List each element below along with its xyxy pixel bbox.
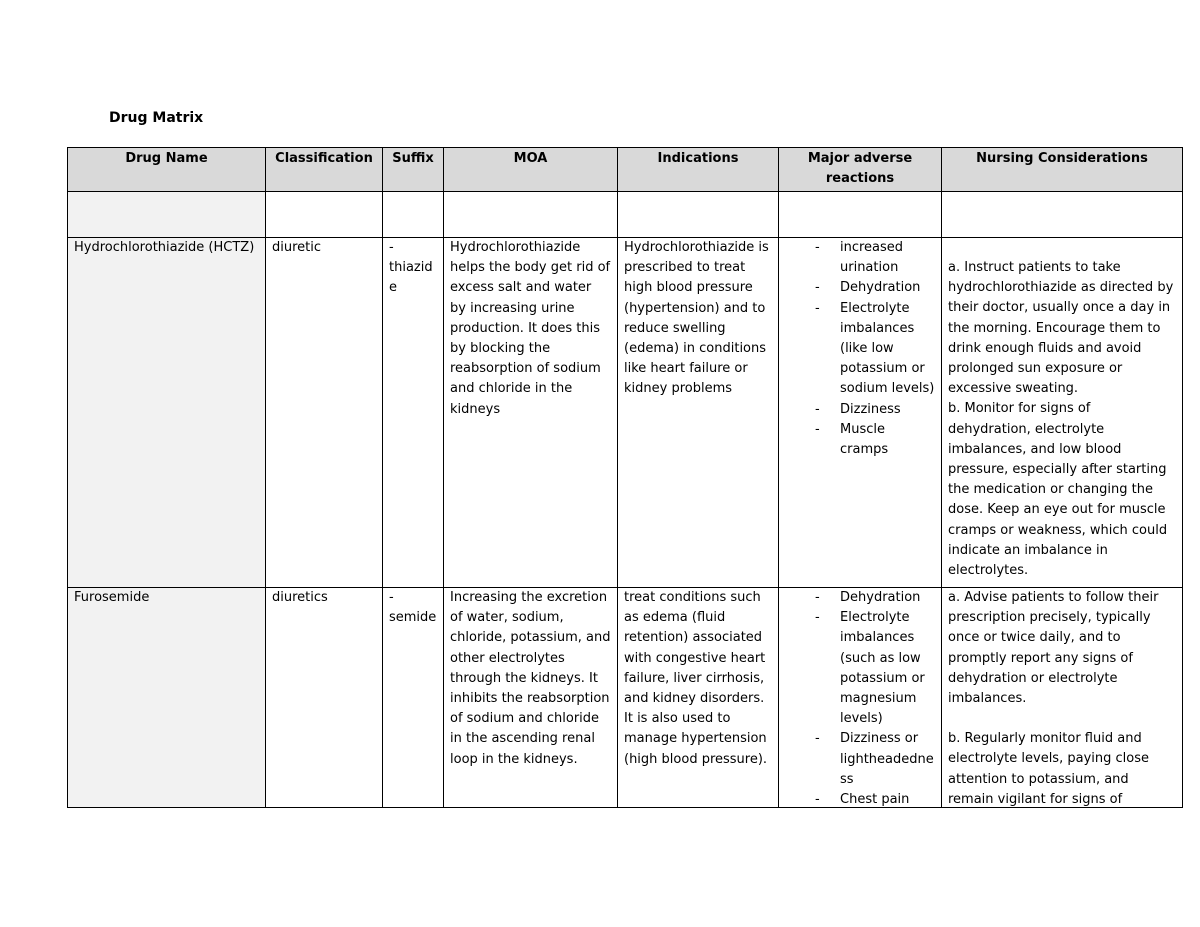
classification-cell: diuretic bbox=[266, 238, 383, 588]
header-suffix: Suffix bbox=[383, 148, 444, 192]
header-indications: Indications bbox=[618, 148, 779, 192]
document-title: Drug Matrix bbox=[109, 110, 204, 126]
blank-row bbox=[68, 192, 1183, 238]
list-item: - Dizziness or lightheadedness bbox=[785, 729, 937, 790]
list-item: - increased urination bbox=[785, 238, 937, 278]
header-moa: MOA bbox=[444, 148, 618, 192]
nursing-point: a. Instruct patients to take hydrochlorothiazide as directed by their doctor, usually once a day in the morning. Encourage them to drink enough fluids and avoid prolonged sun exposure or excessive sweating. bbox=[948, 260, 1174, 397]
blank-cell bbox=[444, 192, 618, 238]
blank-cell bbox=[942, 192, 1183, 238]
blank-cell bbox=[266, 192, 383, 238]
drug-name-cell: Hydrochlorothiazide (HCTZ) bbox=[68, 238, 266, 588]
adverse-reactions-cell bbox=[779, 588, 942, 808]
list-item: - Electrolyte imbalances (like low potassium or sodium levels) bbox=[785, 299, 937, 400]
moa-cell: Increasing the excretion of water, sodium, chloride, potassium, and other electrolytes through the kidneys. It inhibits the reabsorption of sodium and chloride in the ascending renal loop in the kidneys. bbox=[444, 588, 618, 808]
nursing-point: b. Regularly monitor fluid and electrolyte levels, paying close attention to potassium, and remain vigilant for signs of bbox=[948, 731, 1149, 807]
blank-cell bbox=[68, 192, 266, 238]
list-item: - Chest pain bbox=[785, 790, 937, 807]
header-classification: Classification bbox=[266, 148, 383, 192]
adverse-reactions-list bbox=[785, 238, 937, 460]
classification-cell: diuretics bbox=[266, 588, 383, 808]
header-nursing-considerations: Nursing Considerations bbox=[942, 148, 1183, 192]
table-row bbox=[68, 238, 1183, 588]
blank-cell bbox=[779, 192, 942, 238]
nursing-point: b. Monitor for signs of dehydration, electrolyte imbalances, and low blood pressure, especially after starting the medication or changing the dose. Keep an eye out for muscle cramps or weakness, which could indicate an imbalance in electrolytes. bbox=[948, 401, 1168, 579]
drug-matrix-table bbox=[67, 147, 1183, 808]
list-item: - Electrolyte imbalances (such as low potassium or magnesium levels) bbox=[785, 608, 937, 729]
header-row bbox=[68, 148, 1183, 192]
adverse-reactions-cell bbox=[779, 238, 942, 588]
moa-cell: Hydrochlorothiazide helps the body get rid of excess salt and water by increasing urine production. It does this by blocking the reabsorption of sodium and chloride in the kidneys bbox=[444, 238, 618, 588]
header-adverse-reactions: Major adverse reactions bbox=[779, 148, 942, 192]
header-drug-name: Drug Name bbox=[68, 148, 266, 192]
suffix-cell: -thiazide bbox=[383, 238, 444, 588]
suffix-cell: -semide bbox=[383, 588, 444, 808]
list-item: - Dizziness bbox=[785, 400, 937, 420]
paragraph-gap bbox=[948, 709, 1176, 729]
table-row bbox=[68, 588, 1183, 808]
blank-cell bbox=[383, 192, 444, 238]
indications-cell: treat conditions such as edema (fluid retention) associated with congestive heart failure, liver cirrhosis, and kidney disorders. It is also used to manage hypertension (high blood pressure). bbox=[618, 588, 779, 808]
list-item: - Dehydration bbox=[785, 278, 937, 298]
list-item: - Dehydration bbox=[785, 588, 937, 608]
nursing-considerations-cell bbox=[942, 238, 1183, 588]
blank-cell bbox=[618, 192, 779, 238]
nursing-considerations-cell bbox=[942, 588, 1183, 808]
list-item: - Muscle cramps bbox=[785, 420, 937, 460]
adverse-reactions-list bbox=[785, 588, 937, 807]
indications-cell: Hydrochlorothiazide is prescribed to treat high blood pressure (hypertension) and to reduce swelling (edema) in conditions like heart failure or kidney problems bbox=[618, 238, 779, 588]
nursing-point: a. Advise patients to follow their prescription precisely, typically once or twice daily, and to promptly report any signs of dehydration or electrolyte imbalances. bbox=[948, 590, 1159, 707]
drug-name-cell: Furosemide bbox=[68, 588, 266, 808]
